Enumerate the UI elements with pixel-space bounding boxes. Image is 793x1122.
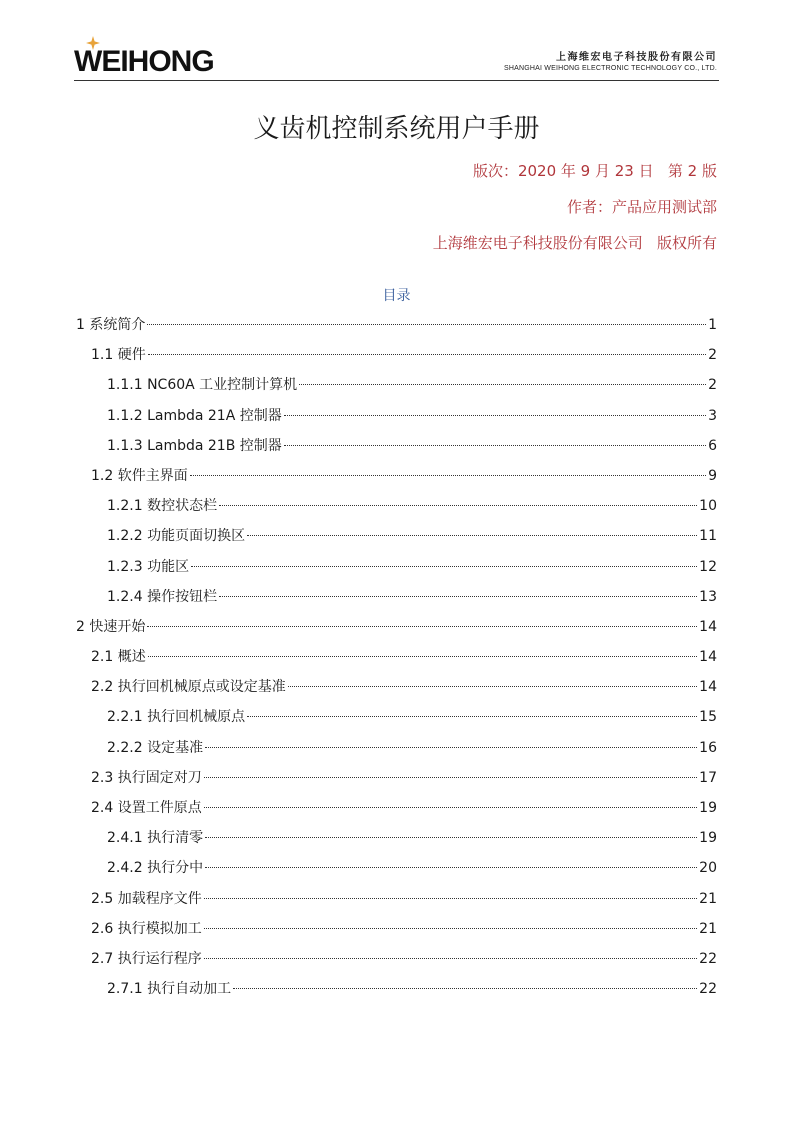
toc-entry-page: 19 xyxy=(699,830,717,847)
company-logo: WEIHONG xyxy=(74,45,214,78)
toc-dot-leader xyxy=(284,445,706,446)
toc-entry-page: 17 xyxy=(699,769,717,786)
toc-entry-page: 19 xyxy=(699,800,717,816)
toc-heading: 目录 xyxy=(382,288,411,304)
toc-entry-page: 2 xyxy=(708,377,717,394)
toc-entry[interactable] xyxy=(76,738,717,768)
toc-entry-page: 21 xyxy=(699,890,717,907)
toc-entry-page: 14 xyxy=(699,679,717,696)
toc-entry-label: 2.4.1 执行清零 xyxy=(107,830,204,847)
toc-entry-label: 2 快速开始 xyxy=(76,618,146,635)
toc-entry-page: 12 xyxy=(699,558,717,575)
toc-entry[interactable] xyxy=(76,617,717,647)
toc-dot-leader xyxy=(204,777,697,778)
toc-entry[interactable] xyxy=(76,375,717,405)
toc-entry[interactable] xyxy=(76,496,717,526)
toc-entry[interactable] xyxy=(76,949,717,979)
toc-dot-leader xyxy=(204,958,697,959)
toc-entry-label: 2.7.1 执行自动加工 xyxy=(107,981,232,998)
toc-entry[interactable] xyxy=(76,587,717,617)
toc-entry-page: 21 xyxy=(699,920,717,937)
toc-entry[interactable] xyxy=(76,707,717,737)
toc-entry[interactable] xyxy=(76,677,717,707)
toc-entry-page: 10 xyxy=(699,498,717,515)
toc-entry-label: 1.1.3 Lambda 21B 控制器 xyxy=(107,437,282,454)
toc-dot-leader xyxy=(148,656,697,657)
toc-entry-label: 2.3 执行固定对刀 xyxy=(91,769,202,786)
toc-entry[interactable] xyxy=(76,345,717,375)
toc-dot-leader xyxy=(205,747,697,748)
toc-dot-leader xyxy=(219,505,697,506)
toc-entry[interactable] xyxy=(76,828,717,858)
toc-entry-label: 2.2.1 执行回机械原点 xyxy=(107,709,246,726)
toc-dot-leader xyxy=(247,716,697,717)
toc-entry-label: 1.2.3 功能区 xyxy=(107,558,190,575)
toc-dot-leader xyxy=(147,626,697,627)
toc-entry-page: 22 xyxy=(699,950,717,967)
toc-entry-page: 1 xyxy=(708,317,717,333)
toc-dot-leader xyxy=(205,837,697,838)
toc-entry-label: 2.4 设置工件原点 xyxy=(91,800,202,816)
toc-entry-page: 15 xyxy=(699,709,717,726)
toc-entry-page: 14 xyxy=(699,618,717,635)
toc-entry-page: 13 xyxy=(699,588,717,605)
toc-entry[interactable] xyxy=(76,647,717,677)
toc-entry-page: 3 xyxy=(708,407,717,424)
toc-entry[interactable] xyxy=(76,406,717,436)
table-of-contents xyxy=(76,315,717,1009)
toc-entry-label: 2.2.2 设定基准 xyxy=(107,739,204,756)
toc-dot-leader xyxy=(147,324,706,325)
toc-entry[interactable] xyxy=(76,858,717,888)
toc-entry-label: 2.1 概述 xyxy=(91,649,146,666)
copyright-info: 上海维宏电子科技股份有限公司 版权所有 xyxy=(432,234,717,252)
toc-dot-leader xyxy=(219,596,697,597)
toc-entry-label: 1.1.1 NC60A 工业控制计算机 xyxy=(107,377,298,394)
toc-dot-leader xyxy=(288,686,697,687)
toc-entry[interactable] xyxy=(76,436,717,466)
toc-entry[interactable] xyxy=(76,768,717,798)
toc-entry-label: 1.2 软件主界面 xyxy=(91,467,188,484)
toc-entry-page: 14 xyxy=(699,649,717,666)
toc-dot-leader xyxy=(299,384,706,385)
toc-entry[interactable] xyxy=(76,526,717,556)
toc-entry-label: 1.1 硬件 xyxy=(91,347,146,364)
toc-entry[interactable] xyxy=(76,315,717,345)
toc-entry[interactable] xyxy=(76,466,717,496)
edition-info: 版次：2020 年 9 月 23 日 第 2 版 xyxy=(472,162,717,180)
toc-dot-leader xyxy=(148,354,706,355)
toc-entry-page: 11 xyxy=(699,528,717,545)
toc-dot-leader xyxy=(190,475,706,476)
toc-entry[interactable] xyxy=(76,798,717,828)
toc-entry[interactable] xyxy=(76,919,717,949)
toc-entry-label: 1.2.4 操作按钮栏 xyxy=(107,588,218,605)
toc-entry-label: 1.2.1 数控状态栏 xyxy=(107,498,218,515)
company-name-en: SHANGHAI WEIHONG ELECTRONIC TECHNOLOGY CO., LTD. xyxy=(503,65,717,72)
toc-entry-label: 1.2.2 功能页面切换区 xyxy=(107,528,246,545)
toc-dot-leader xyxy=(204,807,697,808)
document-title: 义齿机控制系统用户手册 xyxy=(253,114,540,144)
toc-entry-label: 1 系统简介 xyxy=(76,317,146,333)
toc-dot-leader xyxy=(233,988,697,989)
toc-dot-leader xyxy=(204,898,697,899)
toc-entry[interactable] xyxy=(76,889,717,919)
author-info: 作者：产品应用测试部 xyxy=(566,198,717,216)
company-name-cn: 上海维宏电子科技股份有限公司 xyxy=(556,52,717,63)
toc-dot-leader xyxy=(205,867,697,868)
toc-dot-leader xyxy=(247,535,697,536)
toc-entry-label: 2.5 加载程序文件 xyxy=(91,890,202,907)
page-header xyxy=(74,38,719,81)
toc-entry-page: 2 xyxy=(708,347,717,364)
toc-dot-leader xyxy=(204,928,697,929)
toc-entry-label: 2.7 执行运行程序 xyxy=(91,950,202,967)
toc-entry-page: 20 xyxy=(699,860,717,877)
toc-entry-page: 6 xyxy=(708,437,717,454)
toc-dot-leader xyxy=(284,415,706,416)
toc-entry[interactable] xyxy=(76,979,717,1009)
toc-dot-leader xyxy=(191,566,697,567)
toc-entry-page: 16 xyxy=(699,739,717,756)
toc-entry-label: 2.6 执行模拟加工 xyxy=(91,920,202,937)
toc-entry-page: 9 xyxy=(708,467,717,484)
toc-entry-label: 2.4.2 执行分中 xyxy=(107,860,204,877)
toc-entry-label: 1.1.2 Lambda 21A 控制器 xyxy=(107,407,282,424)
toc-entry-label: 2.2 执行回机械原点或设定基准 xyxy=(91,679,286,696)
toc-entry-page: 22 xyxy=(699,981,717,998)
toc-entry[interactable] xyxy=(76,557,717,587)
